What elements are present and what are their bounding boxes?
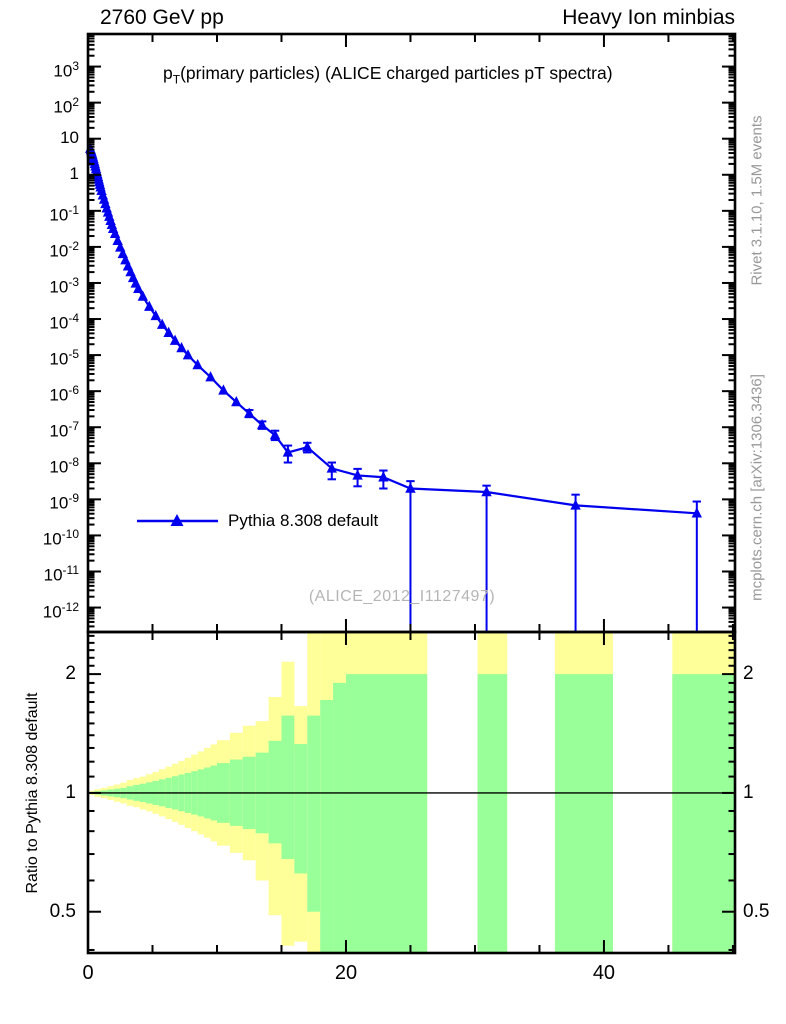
process-label: Heavy Ion minbias (562, 6, 735, 29)
ratio-tick-label-left: 1 (65, 781, 76, 803)
plot-title-p: p (163, 63, 173, 83)
ratio-tick-label-right: 0.5 (743, 900, 770, 922)
ratio-uncertainty-band-green (320, 700, 333, 953)
y-tick-label: $10^{-10}$ (42, 527, 79, 550)
plot-title (163, 63, 613, 87)
y-tick-label: $10^{-9}$ (49, 491, 79, 513)
y-tick-label: $10^3$ (53, 58, 79, 81)
ratio-tick-label-right: 2 (743, 663, 754, 685)
y-tick-label: $10^{-4}$ (49, 311, 79, 333)
y-tick-label: 10 (60, 127, 79, 147)
ratio-uncertainty-band-green (269, 741, 282, 844)
ratio-uncertainty-band-green (294, 744, 307, 873)
ratio-uncertainty-band-green (555, 674, 613, 953)
ratio-uncertainty-band-green (478, 674, 508, 953)
ratio-uncertainty-band-green (307, 716, 320, 912)
y-tick-label: $10^{-5}$ (49, 347, 79, 369)
y-tick-label: $10^{-11}$ (43, 563, 79, 586)
plot-title-subscript: T (172, 72, 181, 87)
plot-title-rest: (primary particles) (ALICE charged particles pT spectra) (180, 63, 613, 83)
y-tick-label: $10^{-8}$ (49, 455, 79, 477)
spectrum-line (90, 149, 697, 514)
y-tick-label: 1 (69, 163, 79, 183)
ratio-uncertainty-band-green (333, 683, 346, 953)
ratio-y-axis-title: Ratio to Pythia 8.308 default (24, 692, 41, 894)
ratio-tick-label-left: 0.5 (49, 900, 76, 922)
beam-energy-label: 2760 GeV pp (100, 6, 224, 29)
spectrum-panel-border (88, 34, 735, 632)
ratio-uncertainty-band-green (346, 674, 427, 953)
y-tick-label: $10^{-7}$ (49, 419, 79, 441)
x-tick-label: 0 (82, 962, 94, 984)
ratio-tick-label-right: 1 (743, 781, 754, 803)
mcplots-reference-label: mcplots.cern.ch [arXiv:1306.3436] (748, 374, 766, 601)
y-tick-label: $10^{-12}$ (42, 599, 79, 622)
analysis-watermark: (ALICE_2012_I1127497) (308, 588, 496, 605)
x-tick-label: 20 (334, 962, 358, 984)
legend-label: Pythia 8.308 default (228, 511, 379, 530)
y-tick-label: $10^{-1}$ (49, 202, 79, 225)
y-tick-label: $10^2$ (53, 94, 79, 117)
ratio-tick-label-left: 2 (65, 663, 76, 685)
y-tick-label: $10^{-2}$ (49, 238, 79, 261)
x-tick-label: 40 (592, 962, 616, 984)
ratio-uncertainty-band-green (281, 716, 294, 859)
y-tick-label: $10^{-6}$ (49, 383, 79, 405)
y-tick-label: $10^{-3}$ (49, 274, 79, 297)
rivet-version-label: Rivet 3.1.10, 1.5M events (748, 115, 766, 286)
